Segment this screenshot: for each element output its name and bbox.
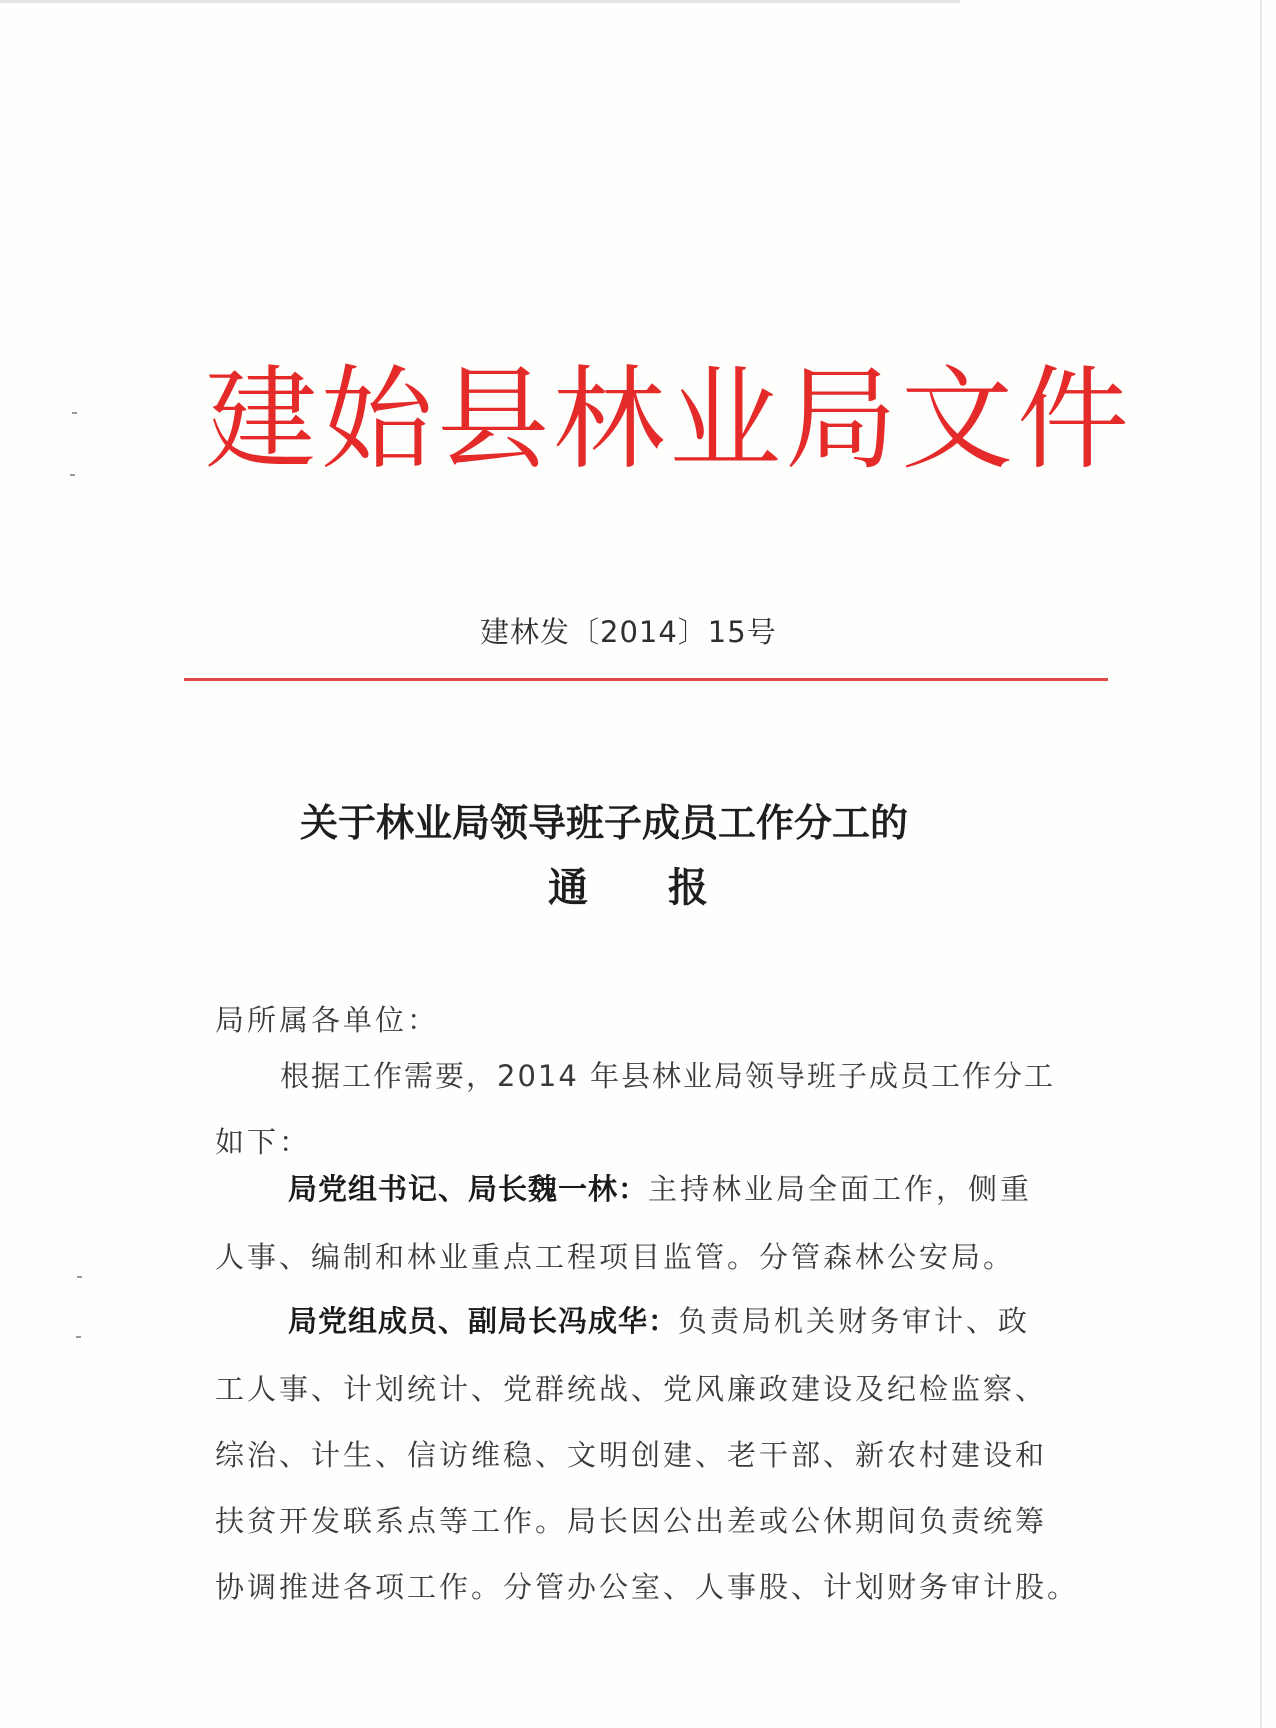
- leader1-duties: 主持林业局全面工作，侧重: [648, 1172, 1033, 1206]
- document-number: 建林发〔2014〕15号: [480, 615, 777, 649]
- leader1-paragraph-line-2: 人事、编制和林业重点工程项目监管。分管森林公安局。: [215, 1240, 1016, 1274]
- leader1-name: 局党组书记、局长魏一林：: [288, 1172, 649, 1206]
- intro-paragraph-line-1: 根据工作需要，2014 年县林业局领导班子成员工作分工: [280, 1059, 1056, 1093]
- issuing-authority-title: 建始县林业局文件: [205, 355, 1133, 485]
- leader2-paragraph-line-5: 协调推进各项工作。分管办公室、人事股、计划财务审计股。: [215, 1570, 1080, 1604]
- leader2-paragraph-line-3: 综治、计生、信访维稳、文明创建、老干部、新农村建设和: [215, 1438, 1048, 1472]
- notice-title-second-line: 通 报: [548, 865, 708, 911]
- intro-paragraph-line-2: 如下：: [215, 1125, 312, 1159]
- leader2-paragraph-line-4: 扶贫开发联系点等工作。局长因公出差或公休期间负责统筹: [215, 1504, 1048, 1538]
- margin-mark: [77, 1276, 82, 1278]
- red-separator-line: [184, 678, 1108, 681]
- scan-edge-top: [0, 0, 960, 3]
- scan-edge-right: [1260, 0, 1262, 1728]
- margin-mark: [70, 474, 75, 476]
- leader2-paragraph-line-2: 工人事、计划统计、党群统战、党风廉政建设及纪检监察、: [215, 1372, 1048, 1406]
- margin-mark: [76, 1336, 81, 1338]
- notice-title: 关于林业局领导班子成员工作分工的: [300, 801, 909, 845]
- leader1-paragraph-line-1: [288, 1166, 1164, 1212]
- margin-mark: [72, 412, 77, 414]
- salutation: 局所属各单位：: [215, 1003, 440, 1037]
- leader2-paragraph-line-1: [288, 1298, 1164, 1344]
- leader2-duties: 负责局机关财务审计、政: [678, 1304, 1031, 1338]
- leader2-name: 局党组成员、副局长冯成华：: [288, 1304, 679, 1338]
